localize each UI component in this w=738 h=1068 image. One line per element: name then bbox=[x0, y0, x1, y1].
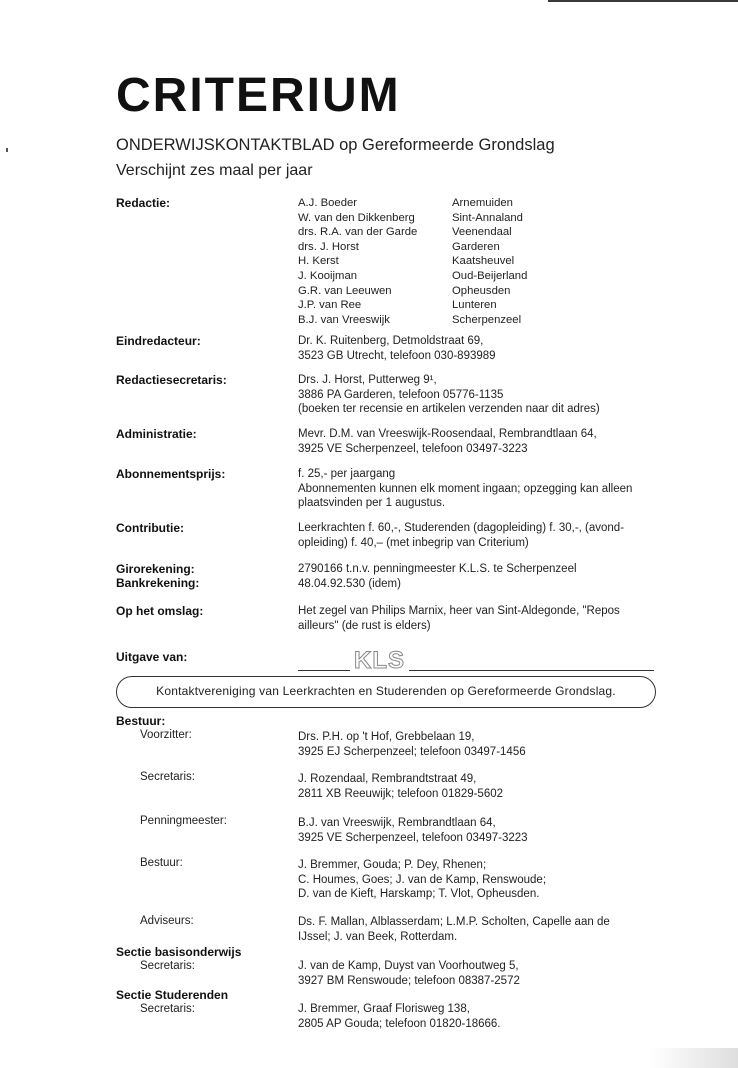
uitgave-label: Uitgave van: bbox=[116, 650, 188, 664]
eindredacteur-label: Eindredacteur: bbox=[116, 334, 201, 348]
redactie-place: Oud-Beijerland bbox=[452, 269, 528, 282]
redactie-place: Lunteren bbox=[452, 299, 497, 312]
publisher-logo-row bbox=[298, 648, 654, 674]
redactie-place: Opheusden bbox=[452, 284, 511, 297]
redactie-name: H. Kerst bbox=[298, 255, 339, 268]
girorekening-value: 2790166 t.n.v. penningmeester K.L.S. te Scherpenzeel bbox=[298, 563, 577, 575]
bestuur-heading: Bestuur: bbox=[116, 714, 166, 728]
contributie-value: Leerkrachten f. 60,-, Studerenden (dagopleiding) f. 30,-, (avond- opleiding) f. 40,– (met inbegrip van Criterium) bbox=[298, 522, 625, 549]
redactie-name: J.P. van Ree bbox=[298, 299, 362, 312]
bankrekening-value: 48.04.92.530 (idem) bbox=[298, 577, 401, 590]
penningmeester-label: Penningmeester: bbox=[140, 815, 227, 827]
omslag-value: Het zegel van Philips Marnix, heer van Sint-Aldegonde, "Repos ailleurs" (de rust is elders) bbox=[298, 605, 620, 632]
redactie-names bbox=[298, 196, 417, 327]
voorzitter-value: Drs. P.H. op 't Hof, Grebbelaan 19, 3925 EJ Scherpenzeel; telefoon 03497-1456 bbox=[298, 731, 526, 758]
penningmeester-value: B.J. van Vreeswijk, Rembrandtlaan 64, 3925 VE Scherpenzeel, telefoon 03497-3223 bbox=[298, 817, 528, 844]
redactie-places bbox=[452, 196, 527, 327]
sectie-basisonderwijs-value: J. van de Kamp, Duyst van Voorhoutweg 5, 3927 BM Renswoude; telefoon 08387-2572 bbox=[298, 960, 520, 987]
administratie-value: Mevr. D.M. van Vreeswijk-Roosendaal, Rembrandtlaan 64, 3925 VE Scherpenzeel, telefoon 03497-3223 bbox=[298, 428, 597, 455]
administratie-label: Administratie: bbox=[116, 427, 197, 441]
bankrekening-label: Bankrekening: bbox=[116, 576, 200, 590]
association-banner bbox=[116, 676, 656, 708]
abonnementsprijs-value: f. 25,- per jaargang Abonnementen kunnen elk moment ingaan; opzegging kan alleen plaatsvinden per 1 augustus. bbox=[298, 468, 633, 509]
redactie-place: Sint-Annaland bbox=[452, 211, 523, 224]
redactiesecretaris-value: Drs. J. Horst, Putterweg 9¹, 3886 PA Garderen, telefoon 05776-1135 (boeken ter recensie en artikelen verzenden naar dit adres) bbox=[298, 374, 600, 415]
rekening-value bbox=[298, 562, 658, 591]
magazine-subtitle: ONDERWIJSKONTAKTBLAD op Gereformeerde Grondslag bbox=[116, 136, 555, 154]
girorekening-label: Girorekening: bbox=[116, 562, 195, 576]
redactie-place: Kaatsheuvel bbox=[452, 255, 515, 268]
redactie-name: A.J. Boeder bbox=[298, 197, 358, 209]
adviseurs-value: Ds. F. Mallan, Alblasserdam; L.M.P. Scholten, Capelle aan de IJssel; J. van Beek, Rotterdam. bbox=[298, 916, 610, 943]
association-name: Kontaktvereniging van Leerkrachten en Studerenden op Gereformeerde Grondslag. bbox=[156, 684, 616, 698]
publication-frequency: Verschijnt zes maal per jaar bbox=[116, 162, 313, 179]
redactie-name: B.J. van Vreeswijk bbox=[298, 313, 390, 326]
eindredacteur-value: Dr. K. Ruitenberg, Detmoldstraat 69, 3523 GB Utrecht, telefoon 030-893989 bbox=[298, 335, 496, 362]
scan-speck bbox=[6, 148, 8, 152]
redactie-place: Garderen bbox=[452, 240, 500, 253]
sectie-studerenden-value: J. Bremmer, Graaf Florisweg 138, 2805 AP Gouda; telefoon 01820-18666. bbox=[298, 1003, 501, 1030]
secretaris-label: Secretaris: bbox=[140, 771, 195, 783]
sectie-studerenden-secretaris-label: Secretaris: bbox=[140, 1003, 195, 1015]
bestuur-leden-label: Bestuur: bbox=[140, 857, 183, 869]
redactie-name: drs. R.A. van der Garde bbox=[298, 226, 418, 239]
redactie-place: Scherpenzeel bbox=[452, 313, 522, 326]
redactie-name: G.R. van Leeuwen bbox=[298, 284, 392, 297]
scan-top-edge bbox=[548, 0, 738, 2]
redactie-name: W. van den Dikkenberg bbox=[298, 211, 415, 224]
kls-logo: KLS bbox=[350, 648, 409, 674]
redactie-place: Arnemuiden bbox=[452, 197, 513, 209]
redactie-place: Veenendaal bbox=[452, 226, 512, 239]
redactie-name: J. Kooijman bbox=[298, 269, 358, 282]
redactiesecretaris-label: Redactiesecretaris: bbox=[116, 373, 227, 387]
magazine-title: CRITERIUM bbox=[116, 69, 401, 122]
redactie-name: drs. J. Horst bbox=[298, 240, 359, 253]
bestuur-leden-value: J. Bremmer, Gouda; P. Dey, Rhenen; C. Houmes, Goes; J. van de Kamp, Renswoude; D. van de Kieft, Harskamp; T. Vlot, Opheusden. bbox=[298, 859, 547, 900]
redactie-label: Redactie: bbox=[116, 196, 171, 210]
scan-smudge bbox=[650, 1048, 738, 1068]
sectie-basisonderwijs-heading: Sectie basisonderwijs bbox=[116, 945, 242, 959]
sectie-studerenden-heading: Sectie Studerenden bbox=[116, 988, 229, 1002]
adviseurs-label: Adviseurs: bbox=[140, 915, 194, 927]
omslag-label: Op het omslag: bbox=[116, 604, 204, 618]
secretaris-value: J. Rozendaal, Rembrandtstraat 49, 2811 XB Reeuwijk; telefoon 01829-5602 bbox=[298, 773, 504, 800]
contributie-label: Contributie: bbox=[116, 521, 184, 535]
voorzitter-label: Voorzitter: bbox=[140, 729, 192, 741]
abonnementsprijs-label: Abonnementsprijs: bbox=[116, 467, 226, 481]
sectie-basisonderwijs-secretaris-label: Secretaris: bbox=[140, 960, 195, 972]
